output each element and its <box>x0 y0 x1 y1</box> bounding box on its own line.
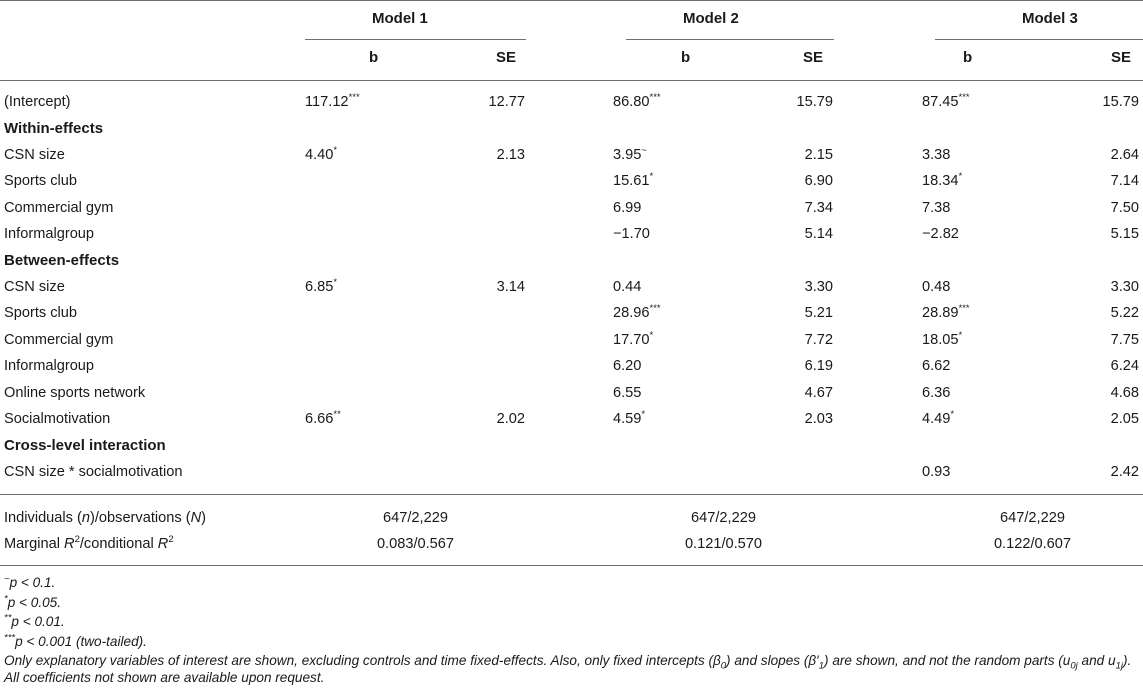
row-label: CSN size <box>4 279 65 295</box>
model-3-b <box>922 327 962 353</box>
model-2-se: 6.19 <box>804 358 833 374</box>
model-3-se: 2.05 <box>1110 411 1139 427</box>
table-row-within-commercial-gym <box>0 195 1143 221</box>
model-3-b-header: b <box>963 49 973 66</box>
model-2-value: 647/2,229 <box>691 510 756 526</box>
row-label: CSN size * socialmotivation <box>4 464 183 480</box>
model-1-b-header: b <box>369 49 379 66</box>
significance: * <box>333 277 338 289</box>
model-3-se: 7.14 <box>1110 173 1139 189</box>
section-label: Within-effects <box>4 120 104 137</box>
table-row-between-online-sports-network <box>0 380 1143 406</box>
model-3-b: 0.48 <box>922 279 951 295</box>
row-label: (Intercept) <box>4 94 71 110</box>
model-2-b <box>613 406 645 432</box>
table-row-cross-interaction <box>0 459 1143 485</box>
table-row-between-commercial-gym <box>0 327 1143 353</box>
row-label: Sports club <box>4 173 78 189</box>
model-3-se: 3.30 <box>1110 279 1139 295</box>
table-row-within-sports-club <box>0 168 1143 194</box>
footnote-tilde <box>4 574 55 591</box>
model-1-b <box>305 274 337 300</box>
footnote-symbol: ~ <box>4 573 10 585</box>
label-part: ) <box>201 510 206 526</box>
model-3-header-rule <box>935 39 1143 40</box>
row-label <box>4 531 174 557</box>
coef: 4.59 <box>613 411 642 427</box>
footnote-symbol: *** <box>4 632 16 644</box>
label-part: Marginal <box>4 536 65 552</box>
significance: * <box>958 330 963 342</box>
significance: *** <box>649 92 661 104</box>
model-2-b <box>613 168 653 194</box>
table-row-r-squared <box>0 531 1143 557</box>
coef: 28.96 <box>613 305 650 321</box>
model-2-b <box>613 327 653 353</box>
row-label: CSN size <box>4 147 65 163</box>
significance: * <box>641 409 646 421</box>
model-2-se: 15.79 <box>796 94 833 110</box>
coef: 87.45 <box>922 94 959 110</box>
model-3-b: 6.62 <box>922 358 951 374</box>
model-1-se-header: SE <box>496 49 517 66</box>
footnote-one-star <box>4 594 61 611</box>
model-3-b <box>922 89 970 115</box>
note-sub: 0j <box>1070 660 1078 672</box>
table-row-intercept <box>0 89 1143 115</box>
label-var-N: N <box>190 510 202 526</box>
significance: * <box>649 330 654 342</box>
model-1-b <box>305 142 337 168</box>
footnote-two-star <box>4 613 65 630</box>
significance: *** <box>649 303 661 315</box>
table-row-between-csn-size <box>0 274 1143 300</box>
significance: *** <box>958 303 970 315</box>
table-bottom-rule <box>0 565 1143 566</box>
model-3-b: 3.38 <box>922 147 951 163</box>
model-3-se: 7.50 <box>1110 200 1139 216</box>
section-within-effects <box>0 116 1143 142</box>
model-3-se: 2.64 <box>1110 147 1139 163</box>
model-2-se: 5.21 <box>804 305 833 321</box>
model-3-se: 15.79 <box>1102 94 1139 110</box>
footnote-symbol: * <box>4 593 8 605</box>
section-cross-level-interaction <box>0 433 1143 459</box>
model-3-b: 0.93 <box>922 464 951 480</box>
note-part: ). All coefficients not shown are available upon request. <box>4 653 1132 685</box>
model-2-se: 3.30 <box>804 279 833 295</box>
table-row-within-csn-size <box>0 142 1143 168</box>
row-label <box>4 505 206 531</box>
label-part: /conditional <box>79 536 158 552</box>
note-sub: 1 <box>818 660 825 672</box>
model-1-b <box>305 89 360 115</box>
model-3-se: 4.68 <box>1110 385 1139 401</box>
section-between-effects <box>0 248 1143 274</box>
model-3-se: 2.42 <box>1110 464 1139 480</box>
footnote-text: p < 0.01. <box>11 614 65 629</box>
significance: * <box>958 171 963 183</box>
label-var-R: R <box>64 536 75 552</box>
model-3-b <box>922 300 970 326</box>
footnote-text: p < 0.1. <box>9 575 56 590</box>
model-2-se: 2.15 <box>804 147 833 163</box>
model-3-b: −2.82 <box>922 226 959 242</box>
coef: 28.89 <box>922 305 959 321</box>
model-1-se: 2.02 <box>496 411 525 427</box>
footnote-text: p < 0.001 (two-tailed). <box>15 634 147 649</box>
note-part: ) are shown, and not the random parts (u <box>824 653 1071 668</box>
coef: 18.05 <box>922 332 959 348</box>
table-row-individuals-observations <box>0 505 1143 531</box>
summary-top-rule <box>0 494 1143 495</box>
model-3-se: 5.15 <box>1110 226 1139 242</box>
significance: ** <box>333 409 341 421</box>
model-1-value: 0.083/0.567 <box>376 536 455 552</box>
model-2-se: 5.14 <box>804 226 833 242</box>
significance: *** <box>348 92 360 104</box>
model-3-b: 7.38 <box>922 200 951 216</box>
footnote-note <box>4 652 1140 686</box>
note-sub: 1j <box>1115 660 1123 672</box>
table-row-within-informalgroup <box>0 221 1143 247</box>
model-2-b <box>613 142 647 168</box>
model-2-b: 6.20 <box>613 358 642 374</box>
significance: * <box>649 171 654 183</box>
model-2-b: 6.99 <box>613 200 642 216</box>
note-part: and u <box>1077 653 1116 668</box>
model-3-header: Model 3 <box>1022 10 1078 27</box>
note-sub: 0 <box>720 660 727 672</box>
model-2-b: −1.70 <box>613 226 650 242</box>
model-2-b <box>613 89 661 115</box>
footnote-three-star <box>4 633 147 650</box>
model-2-se: 4.67 <box>804 385 833 401</box>
coef: 4.49 <box>922 411 951 427</box>
model-2-b <box>613 300 661 326</box>
significance: * <box>333 145 338 157</box>
row-label: Socialmotivation <box>4 411 111 427</box>
model-2-se-header: SE <box>803 49 824 66</box>
note-part: Only explanatory variables of interest are shown, excluding controls and time fixed-effects. Also, only fixed intercepts (β <box>4 653 721 668</box>
model-3-se: 7.75 <box>1110 332 1139 348</box>
model-3-b: 6.36 <box>922 385 951 401</box>
model-1-b <box>305 406 341 432</box>
coef: 6.85 <box>305 279 334 295</box>
model-2-b: 0.44 <box>613 279 642 295</box>
label-part: Individuals ( <box>4 510 82 526</box>
model-3-value: 647/2,229 <box>1000 510 1065 526</box>
row-label: Online sports network <box>4 385 146 401</box>
label-var-n: n <box>81 510 90 526</box>
header-bottom-rule <box>0 80 1143 81</box>
coef: 117.12 <box>305 94 349 110</box>
model-2-se: 7.34 <box>804 200 833 216</box>
model-3-b <box>922 168 962 194</box>
model-1-se: 2.13 <box>496 147 525 163</box>
row-label: Informalgroup <box>4 358 95 374</box>
model-3-se: 6.24 <box>1110 358 1139 374</box>
label-sup: 2 <box>168 534 174 546</box>
model-1-se: 12.77 <box>488 94 525 110</box>
coef: 86.80 <box>613 94 650 110</box>
model-3-se: 5.22 <box>1110 305 1139 321</box>
coef: 15.61 <box>613 173 650 189</box>
row-label: Commercial gym <box>4 332 114 348</box>
model-3-b <box>922 406 954 432</box>
model-2-se: 6.90 <box>804 173 833 189</box>
coef: 18.34 <box>922 173 959 189</box>
note-part: ) and slopes (β′ <box>726 653 819 668</box>
table-top-rule <box>0 0 1143 1</box>
model-1-se: 3.14 <box>496 279 525 295</box>
coef: 17.70 <box>613 332 650 348</box>
significance: * <box>950 409 955 421</box>
model-2-se: 7.72 <box>804 332 833 348</box>
significance: *** <box>958 92 970 104</box>
model-2-header: Model 2 <box>683 10 739 27</box>
row-label: Commercial gym <box>4 200 114 216</box>
model-2-se: 2.03 <box>804 411 833 427</box>
coef: 6.66 <box>305 411 334 427</box>
label-sup: 2 <box>74 534 80 546</box>
model-2-value: 0.121/0.570 <box>684 536 763 552</box>
footnote-symbol: ** <box>4 612 12 624</box>
significance: ~ <box>641 145 647 157</box>
footnote-text: p < 0.05. <box>7 595 61 610</box>
row-label: Sports club <box>4 305 78 321</box>
model-1-value: 647/2,229 <box>383 510 448 526</box>
coef: 3.95 <box>613 147 642 163</box>
model-2-b-header: b <box>681 49 691 66</box>
coef: 4.40 <box>305 147 334 163</box>
section-label: Between-effects <box>4 252 120 269</box>
model-1-header-rule <box>305 39 526 40</box>
table-row-between-informalgroup <box>0 353 1143 379</box>
row-label: Informalgroup <box>4 226 95 242</box>
model-3-value: 0.122/0.607 <box>993 536 1072 552</box>
label-part: )/observations ( <box>90 510 191 526</box>
model-2-header-rule <box>626 39 834 40</box>
model-1-header: Model 1 <box>372 10 428 27</box>
model-3-se-header: SE <box>1111 49 1132 66</box>
label-var-R: R <box>157 536 169 552</box>
model-2-b: 6.55 <box>613 385 642 401</box>
table-row-between-sports-club <box>0 300 1143 326</box>
section-label: Cross-level interaction <box>4 437 166 454</box>
table-row-between-socialmotivation <box>0 406 1143 432</box>
